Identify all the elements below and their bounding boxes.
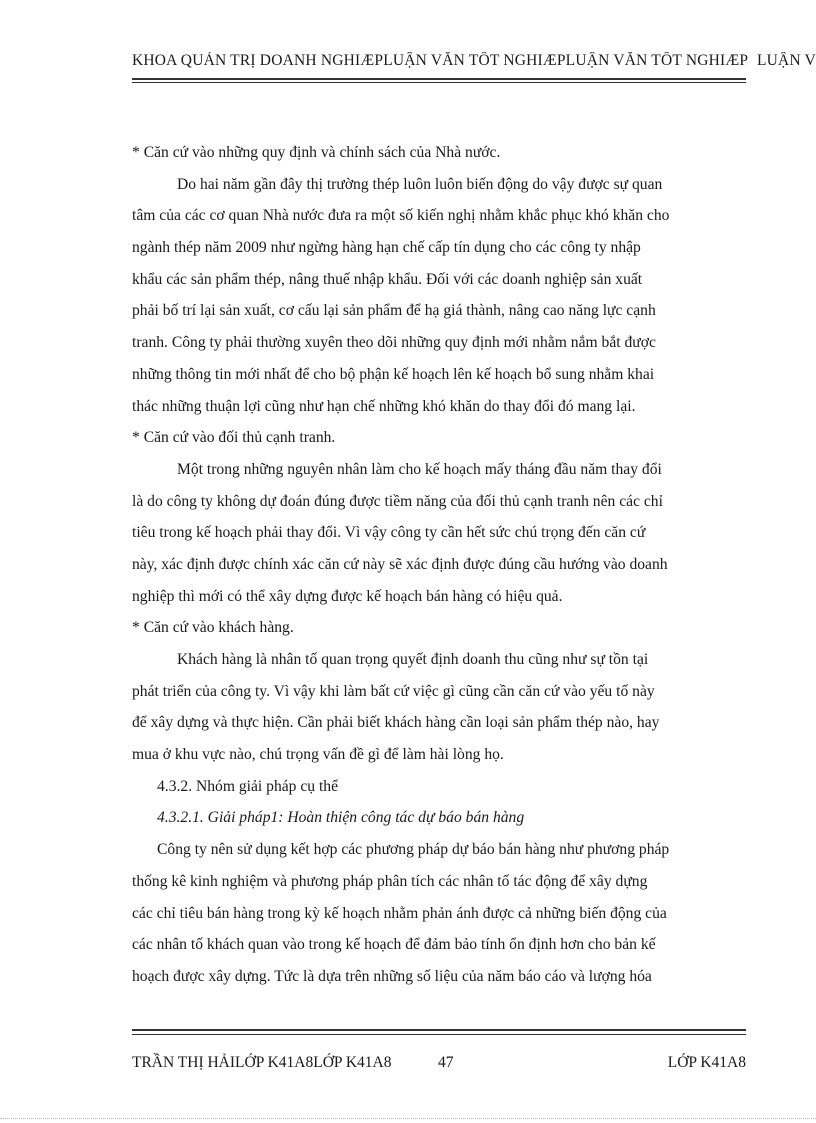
text-line: Do hai năm gần đây thị trường thép luôn luôn biến động do vậy được sự quan [177,175,663,193]
footer-right: LỚP K41A8 [667,1054,746,1071]
text-line: mua ở khu vực nào, chú trọng vấn đề gì để làm hài lòng họ. [132,746,504,764]
text-line: Khách hàng là nhân tố quan trọng quyết định doanh thu cũng như sự tồn tại [177,651,649,668]
text-line: * Căn cứ vào khách hàng. [132,619,294,637]
footer-left: TRẦN THỊ HẢILỚP K41A8LỚP K41A8 [132,1054,392,1071]
text-line: phát triển của công ty. Vì vậy khi làm bất cứ việc gì cũng cần căn cứ vào yếu tố này [132,682,655,700]
text-line: hoạch được xây dựng. Tức là dựa trên những số liệu của năm báo cáo và lượng hóa [132,967,652,985]
text-line: Công ty nên sử dụng kết hợp các phương pháp dự báo bán hàng như phương pháp [157,841,670,859]
text-line: * Căn cứ vào những quy định và chính sách của Nhà nước. [132,144,501,161]
document-body [132,137,732,993]
text-line: là do công ty không dự đoán đúng được tiềm năng của đối thủ cạnh tranh nên các chỉ [132,492,663,510]
header-rule-thin [132,82,746,83]
section-heading: 4.3.2. Nhóm giải pháp cụ thể [157,777,339,795]
text-line: * Căn cứ vào đối thủ cạnh tranh. [132,429,336,447]
text-line: các chỉ tiêu bán hàng trong kỳ kế hoạch nhằm phản ánh được cả những biến động của [132,904,667,922]
header-rule-thick [132,78,746,80]
footer-text [132,1054,746,1072]
footer-rule-thin [132,1034,746,1035]
header-right: LUẬN V [757,52,816,69]
text-line: tâm của các cơ quan Nhà nước đưa ra một số kiến nghị nhằm khắc phục khó khăn cho [132,207,670,225]
text-line: thống kê kinh nghiệm và phương pháp phân tích các nhân tố tác động để xây dựng [132,872,648,890]
page-number: 47 [438,1054,454,1071]
text-line: thác những thuận lợi cũng như hạn chế những khó khăn do thay đổi đó mang lại. [132,397,636,415]
text-line: khẩu các sản phẩm thép, nâng thuế nhập khẩu. Đối với các doanh nghiệp sản xuất [132,270,643,288]
text-line: tranh. Công ty phải thường xuyên theo dõi những quy định mới nhằm nắm bắt được [132,334,656,352]
header-left: KHOA QUẢN TRỊ DOANH NGHIÆPLUẬN VĂN TỐT NGHIÆPLUẬN VĂN TỐT NGHIÆP [132,52,749,69]
text-line: những thông tin mới nhất để cho bộ phận kế hoạch lên kế hoạch bổ sung nhằm khai [132,365,655,383]
header-text [132,52,816,70]
text-line: nghiệp thì mới có thể xây dựng được kế hoạch bán hàng có hiệu quả. [132,587,563,605]
footer-rule-thick [132,1029,746,1031]
text-line: ngành thép năm 2009 như ngừng hàng hạn chế cấp tín dụng cho các công ty nhập [132,239,641,257]
text-line: để xây dựng và thực hiện. Cần phải biết khách hàng cần loại sản phẩm thép nào, hay [132,714,660,732]
page-edge-divider [0,1118,816,1119]
text-line: phải bố trí lại sản xuất, cơ cấu lại sản phẩm để hạ giá thành, nâng cao năng lực cạnh [132,302,656,320]
text-line: này, xác định được chính xác căn cứ này sẽ xác định được đúng cầu hướng vào doanh [132,555,668,573]
text-line: Một trong những nguyên nhân làm cho kế hoạch mấy tháng đầu năm thay đổi [177,460,662,478]
text-line: các nhân tố khách quan vào trong kế hoạch để đảm bảo tính ổn định hơn cho bản kế [132,936,656,954]
subsection-heading: 4.3.2.1. Giải pháp1: Hoàn thiện công tác dự báo bán hàng [157,809,525,827]
text-line: tiêu trong kế hoạch phải thay đổi. Vì vậy công ty cần hết sức chú trọng đến căn cứ [132,524,646,542]
